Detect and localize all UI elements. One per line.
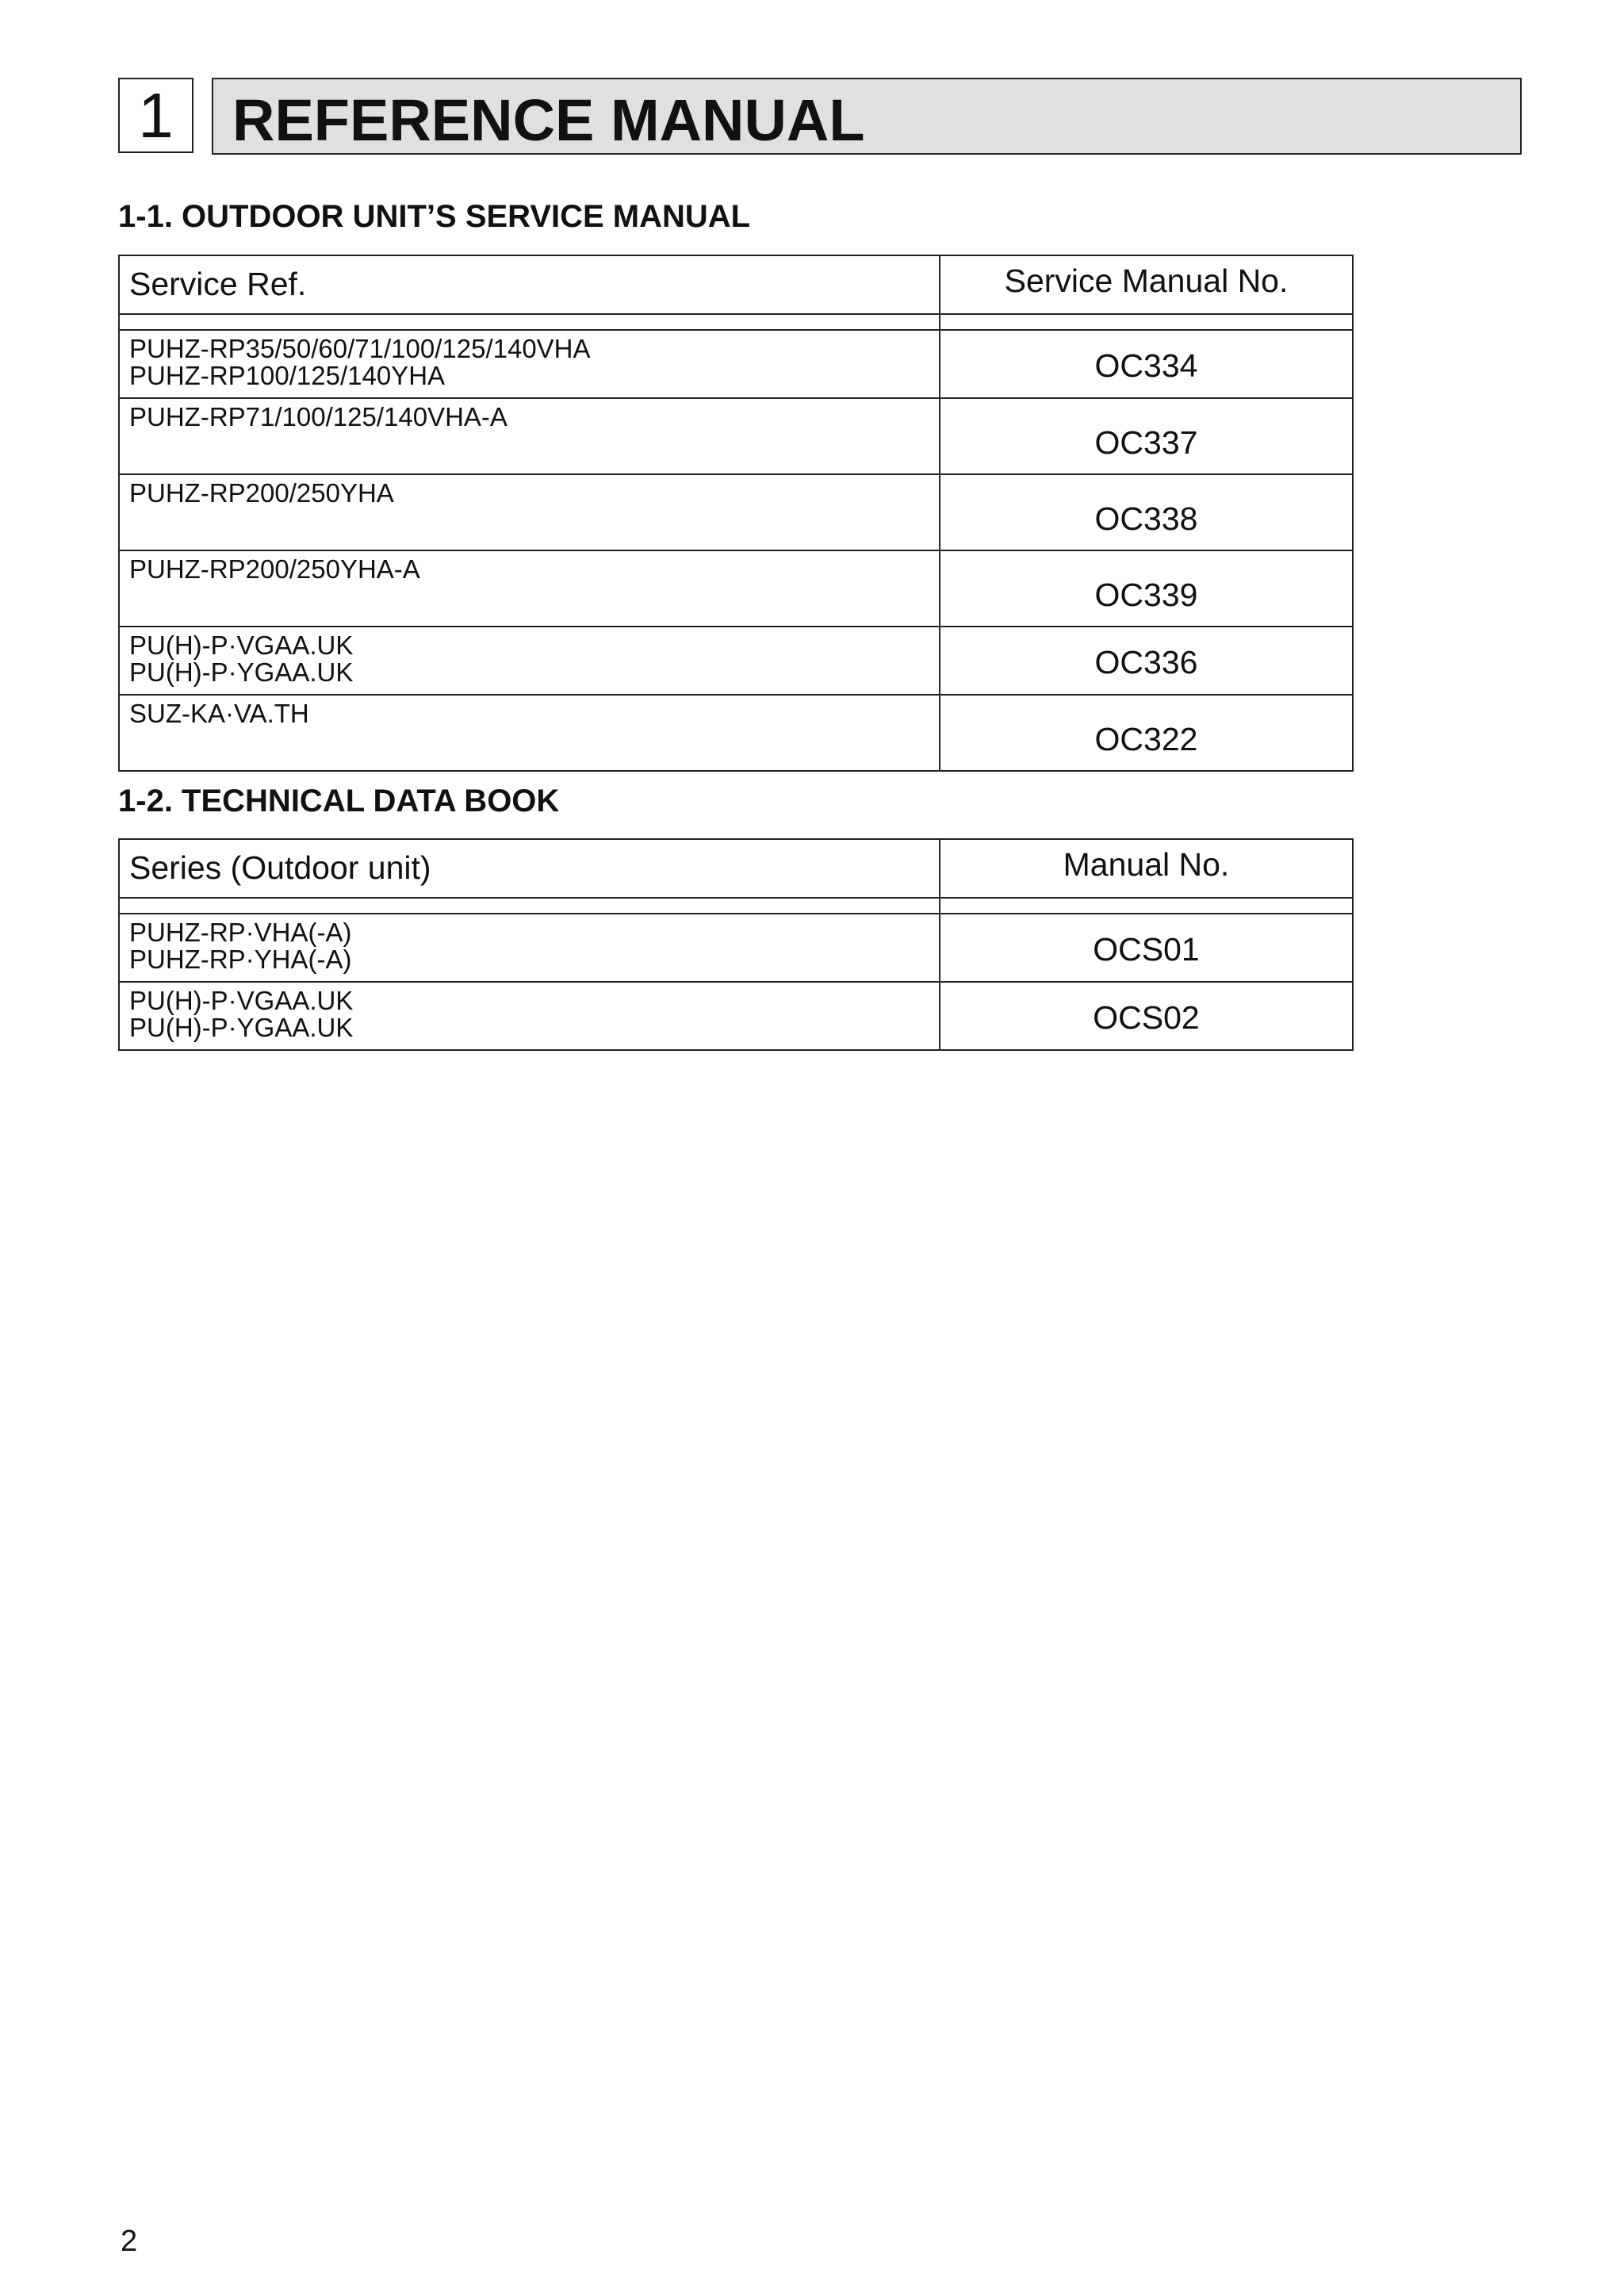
service-ref: PUHZ-RP200/250YHA-A	[129, 554, 420, 584]
technical-data-table	[118, 838, 1354, 1051]
manual-number: OC339	[940, 550, 1353, 627]
service-ref: PUHZ-RP71/100/125/140VHA-A	[129, 402, 508, 431]
service-ref-cell	[119, 398, 940, 474]
service-ref-cell	[119, 330, 940, 398]
service-ref: PU(H)-P·VGAA.UK	[129, 631, 354, 660]
table-spacer-row	[119, 898, 1353, 914]
table-row	[119, 695, 1353, 771]
table-row	[119, 398, 1353, 474]
chapter-title: REFERENCE MANUAL	[212, 78, 1522, 155]
series-ref: PU(H)-P·VGAA.UK	[129, 986, 354, 1015]
manual-number: OC337	[940, 398, 1353, 474]
table-spacer-row	[119, 314, 1353, 330]
chapter-number: 1	[118, 78, 193, 153]
manual-number: OC338	[940, 474, 1353, 550]
series-ref: PU(H)-P·YGAA.UK	[129, 1013, 354, 1042]
service-ref: SUZ-KA·VA.TH	[129, 699, 309, 728]
table-header-row	[119, 255, 1353, 314]
section-title-technical-data-book: 1-2. TECHNICAL DATA BOOK	[118, 784, 560, 818]
table-row	[119, 330, 1353, 398]
table-row	[119, 982, 1353, 1050]
manual-number: OC322	[940, 695, 1353, 771]
manual-number: OCS02	[940, 982, 1353, 1050]
series-ref: PUHZ-RP·VHA(-A)	[129, 918, 352, 947]
table-row	[119, 627, 1353, 695]
table-header-row	[119, 839, 1353, 898]
series-cell	[119, 914, 940, 982]
column-header-manual-no: Manual No.	[940, 839, 1353, 898]
series-ref: PUHZ-RP·YHA(-A)	[129, 945, 352, 974]
service-ref: PUHZ-RP35/50/60/71/100/125/140VHA	[129, 334, 591, 363]
service-ref-cell	[119, 550, 940, 627]
manual-number: OCS01	[940, 914, 1353, 982]
service-ref: PUHZ-RP200/250YHA	[129, 478, 394, 508]
column-header-service-manual-no: Service Manual No.	[940, 255, 1353, 314]
column-header-service-ref: Service Ref.	[119, 255, 940, 314]
service-ref: PUHZ-RP100/125/140YHA	[129, 361, 446, 390]
column-header-series: Series (Outdoor unit)	[119, 839, 940, 898]
service-manual-table	[118, 255, 1354, 772]
series-cell	[119, 982, 940, 1050]
manual-number: OC336	[940, 627, 1353, 695]
table-row	[119, 914, 1353, 982]
table-row	[119, 474, 1353, 550]
service-ref: PU(H)-P·YGAA.UK	[129, 657, 354, 687]
service-ref-cell	[119, 474, 940, 550]
service-ref-cell	[119, 695, 940, 771]
page-number: 2	[121, 2225, 138, 2258]
manual-number: OC334	[940, 330, 1353, 398]
service-ref-cell	[119, 627, 940, 695]
table-row	[119, 550, 1353, 627]
section-title-service-manual: 1-1. OUTDOOR UNIT’S SERVICE MANUAL	[118, 199, 751, 234]
